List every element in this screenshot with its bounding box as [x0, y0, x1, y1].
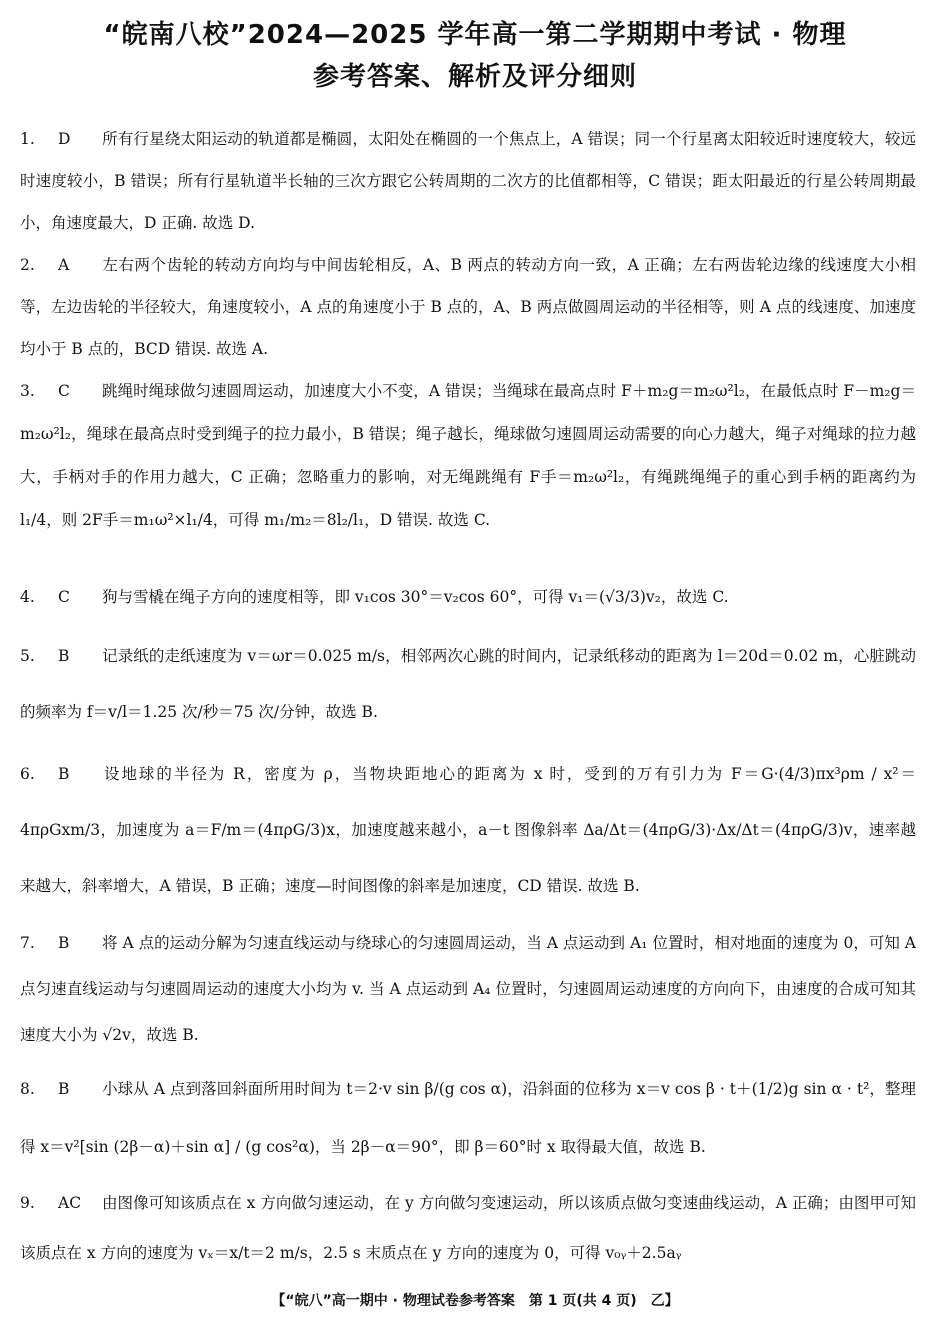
answer-item-2 — [20, 244, 916, 370]
page-subtitle: 参考答案、解析及评分细则 — [312, 62, 637, 92]
question-number: 5. — [20, 647, 35, 665]
answer-key: D — [58, 130, 71, 148]
explanation-text: 狗与雪橇在绳子方向的速度相等，即 v₁cos 30°＝v₂cos 60°，可得 v₁＝(√3/3)v₂，故选 C. — [102, 588, 729, 606]
answer-item-3 — [20, 370, 916, 542]
explanation-text: 记录纸的走纸速度为 v＝ωr＝0.025 m/s，相邻两次心跳的时间内，记录纸移动的距离为 l＝20d＝0.02 m，心脏跳动的频率为 f＝v/l＝1.25 次/秒＝75 次/分钟，故选 B. — [20, 647, 916, 721]
explanation-text: 左右两个齿轮的转动方向均与中间齿轮相反，A、B 两点的转动方向一致，A 正确；左右两齿轮边缘的线速度大小相等，左边齿轮的半径较大，角速度较小，A 点的角速度小于 B 点的，A、B 两点做圆周运动的半径相等，则 A 点的线速度、加速度均小于 B 点的，BCD 错误. 故选 A. — [20, 256, 916, 358]
question-number: 1. — [20, 130, 35, 148]
answer-item-5 — [20, 628, 916, 740]
question-number: 8. — [20, 1080, 35, 1098]
question-number: 2. — [20, 256, 35, 274]
answer-key: B — [58, 765, 70, 783]
answer-key: B — [58, 1080, 70, 1098]
answer-item-8 — [20, 1060, 916, 1176]
question-number: 9. — [20, 1194, 35, 1212]
explanation-text: 跳绳时绳球做匀速圆周运动，加速度大小不变，A 错误；当绳球在最高点时 F＋m₂g＝m₂ω²l₂，在最低点时 F－m₂g＝m₂ω²l₂，绳球在最高点时受到绳子的拉力最小，B 错误；绳子越长，绳球做匀速圆周运动需要的向心力越大，绳子对绳球的拉力越大，手柄对手的作用力越大，C 正确；忽略重力的影响，对无绳跳绳有 F手＝m₂ω²l₂，有绳跳绳绳子的重心到手柄的距离约为 l₁/4，则 2F手＝m₁ω²×l₁/4，可得 m₁/m₂＝8l₂/l₁，D 错误. 故选 C. — [20, 382, 916, 529]
answer-item-1 — [20, 118, 916, 244]
explanation-text: 所有行星绕太阳运动的轨道都是椭圆，太阳处在椭圆的一个焦点上，A 错误；同一个行星离太阳较近时速度较大，较远时速度较小，B 错误；所有行星轨道半长轴的三次方跟它公转周期的二次方的比值都相等，C 错误；距太阳最近的行星公转周期最小，角速度最大，D 正确. 故选 D. — [20, 130, 916, 232]
answer-key: C — [58, 588, 70, 606]
answer-item-4 — [20, 576, 916, 618]
page-footer: 【“皖八”高一期中 · 物理试卷参考答案 第 1 页(共 4 页) 乙】 — [271, 1293, 679, 1309]
question-number: 3. — [20, 382, 35, 400]
answer-key: B — [58, 934, 70, 952]
answer-item-6 — [20, 746, 916, 914]
explanation-text: 由图像可知该质点在 x 方向做匀速运动，在 y 方向做匀变速运动，所以该质点做匀变速曲线运动，A 正确；由图甲可知该质点在 x 方向的速度为 vₓ＝x/t＝2 m/s，2.5 s 末质点在 y 方向的速度为 0，可得 v₀ᵧ＋2.5aᵧ — [20, 1194, 916, 1262]
explanation-text: 设地球的半径为 R，密度为 ρ，当物块距地心的距离为 x 时，受到的万有引力为 F＝G·(4/3)πx³ρm / x²＝4πρGxm/3，加速度为 a＝F/m＝(4πρG/3)x，加速度越来越小，a－t 图像斜率 Δa/Δt＝(4πρG/3)·Δx/Δt＝(4πρG/3)v，速率越来越大，斜率增大，A 错误，B 正确；速度—时间图像的斜率是加速度，CD 错误. 故选 B. — [20, 765, 916, 895]
question-number: 4. — [20, 588, 35, 606]
question-number: 7. — [20, 934, 35, 952]
answer-item-9 — [20, 1178, 916, 1278]
page-title: “皖南八校”2024—2025 学年高一第二学期期中考试 · 物理 — [103, 20, 847, 50]
explanation-text: 小球从 A 点到落回斜面所用时间为 t＝2·v sin β/(g cos α)，沿斜面的位移为 x＝v cos β · t＋(1/2)g sin α · t²，整理得 x＝v²[sin (2β－α)＋sin α] / (g cos²α)，当 2β－α＝90°，即 β＝60°时 x 取得最大值，故选 B. — [20, 1080, 916, 1156]
explanation-text: 将 A 点的运动分解为匀速直线运动与绕球心的匀速圆周运动，当 A 点运动到 A₁ 位置时，相对地面的速度为 0，可知 A 点匀速直线运动与匀速圆周运动的速度大小均为 v. 当 A 点运动到 A₄ 位置时，匀速圆周运动速度的方向向下，由速度的合成可知其速度大小为 √2v，故选 B. — [20, 934, 916, 1044]
answer-key: B — [58, 647, 70, 665]
answer-key: A — [58, 256, 70, 274]
answer-key: AC — [58, 1194, 82, 1212]
question-number: 6. — [20, 765, 35, 783]
answer-key: C — [58, 382, 70, 400]
answer-item-7 — [20, 920, 916, 1058]
